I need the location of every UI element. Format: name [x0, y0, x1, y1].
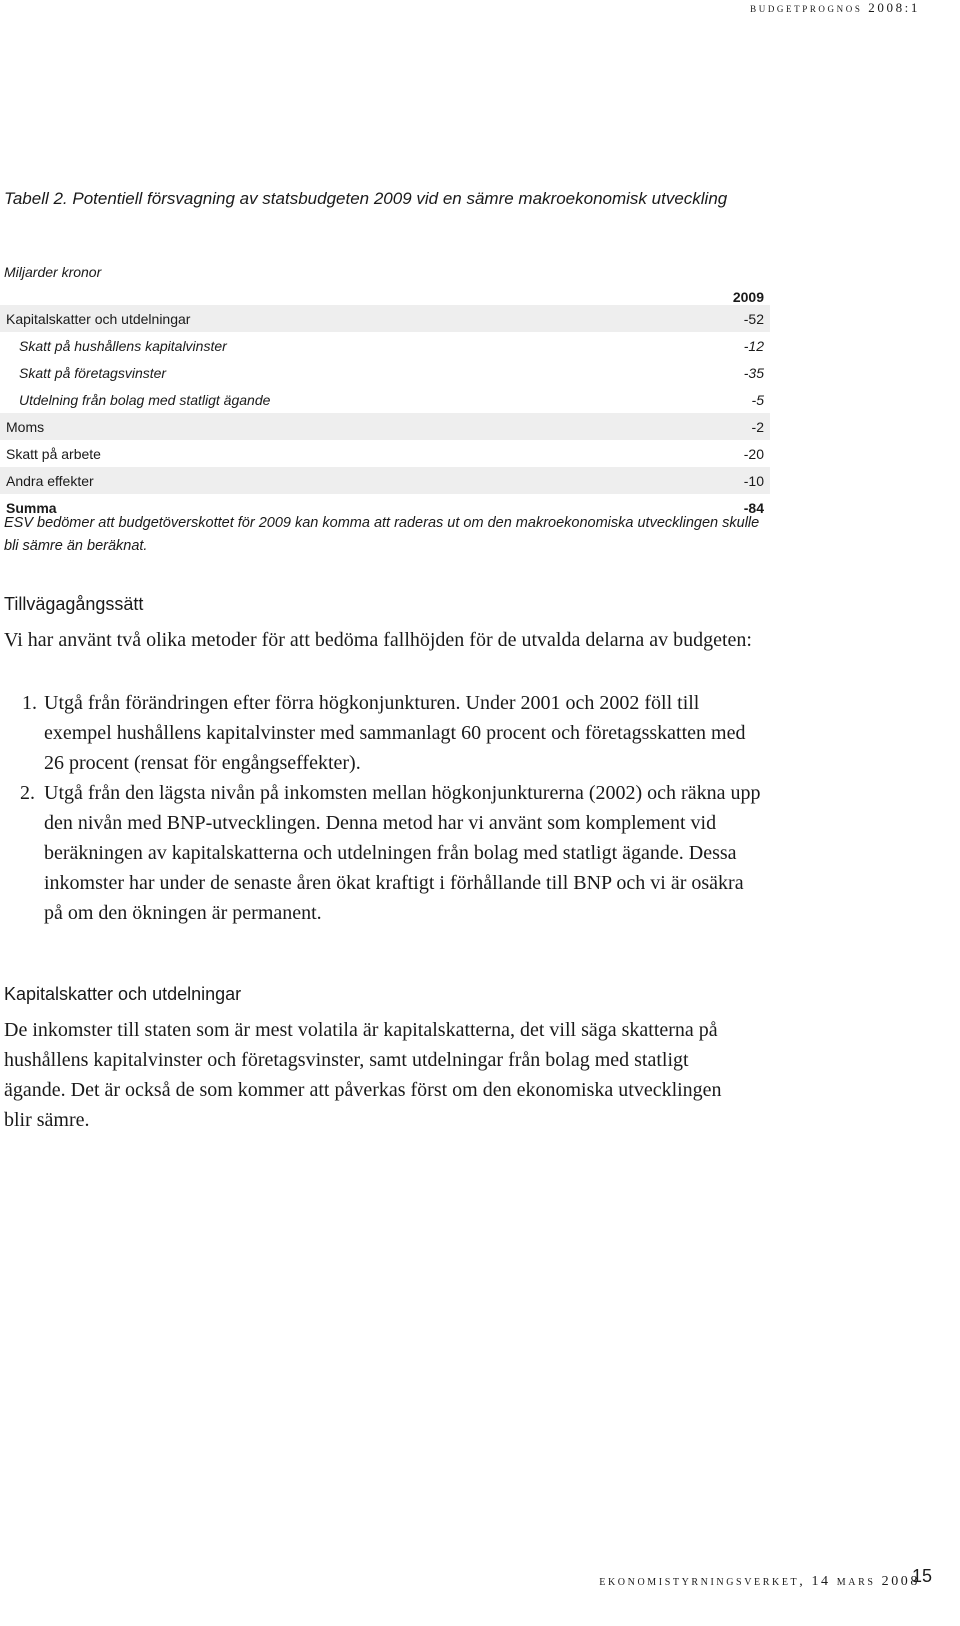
row-value: -52	[678, 305, 770, 332]
row-value: -5	[751, 391, 764, 408]
method-list	[4, 688, 764, 928]
row-label: Utdelning från bolag med statligt ägande	[19, 391, 271, 408]
row-value: -84	[743, 499, 764, 516]
row-value: -35	[743, 364, 764, 381]
row-label: Kapitalskatter och utdelningar	[0, 305, 678, 332]
row-label: Skatt på arbete	[6, 445, 101, 462]
table-column-header: 2009	[732, 289, 764, 305]
row-value: -12	[743, 337, 764, 354]
budget-table	[0, 278, 770, 521]
table-row	[0, 467, 770, 494]
list-item-text: Utgå från den lägsta nivån på inkomsten mellan högkonjunkturerna (2002) och räkna upp den nivån med BNP-utvecklingen. Denna metod har vi använt som komplement vid beräkningen av kapitalskatterna och utdelningen från bolag med statligt ägande. Dessa inkomster har under de senaste åren ökat kraftigt i förhållande till BNP och vi är osäkra på om den ökningen är permanent.	[44, 782, 761, 924]
page-number: 15	[911, 1566, 932, 1586]
table-row	[0, 440, 770, 467]
footer-publisher: ekonomistyrningsverket, 14 mars 2008	[599, 1574, 920, 1589]
table-caption: Tabell 2. Potentiell försvagning av statsbudgeten 2009 vid en sämre makroekonomisk utveckling	[4, 189, 728, 208]
capital-body: De inkomster till staten som är mest volatila är kapitalskatterna, det vill säga skatterna på hushållens kapitalvinster och företagsvinster, samt utdelningar från bolag med statligt ägande. Det är också de som kommer att påverkas först om den ekonomiska utvecklingen blir sämre.	[4, 1019, 722, 1131]
table-row	[0, 386, 770, 413]
row-label: Skatt på hushållens kapitalvinster	[19, 337, 227, 354]
row-value: -2	[678, 413, 770, 440]
table-row	[0, 413, 770, 440]
method-heading: Tillvägagångssätt	[4, 594, 144, 614]
table-row	[0, 305, 770, 332]
row-label: Andra effekter	[0, 467, 678, 494]
list-item	[4, 688, 764, 778]
running-header: budgetprognos 2008:1	[750, 0, 920, 15]
method-intro: Vi har använt två olika metoder för att bedöma fallhöjden för de utvalda delarna av budgeten:	[4, 629, 752, 651]
row-value: -20	[743, 445, 764, 462]
table-row	[0, 359, 770, 386]
table-header-row	[0, 278, 770, 305]
row-value: -10	[678, 467, 770, 494]
list-item-number: 1.	[22, 692, 37, 714]
row-label: Skatt på företagsvinster	[19, 364, 167, 381]
table-note: ESV bedömer att budgetöverskottet för 2009 kan komma att raderas ut om den makroekonomiska utvecklingen skulle bli sämre än beräknat.	[4, 515, 760, 554]
capital-heading: Kapitalskatter och utdelningar	[4, 984, 242, 1004]
list-item	[4, 778, 764, 928]
list-item-text: Utgå från förändringen efter förra högkonjunkturen. Under 2001 och 2002 föll till exempel hushållens kapitalvinster med sammanlagt 60 procent och företagsskatten med 26 procent (rensat för engångseffekter).	[44, 692, 746, 774]
table-header-empty	[0, 278, 678, 305]
table-unit: Miljarder kronor	[4, 264, 102, 280]
row-label: Moms	[0, 413, 678, 440]
list-item-number: 2.	[20, 782, 35, 804]
row-label: Summa	[6, 499, 57, 516]
table-row	[0, 332, 770, 359]
